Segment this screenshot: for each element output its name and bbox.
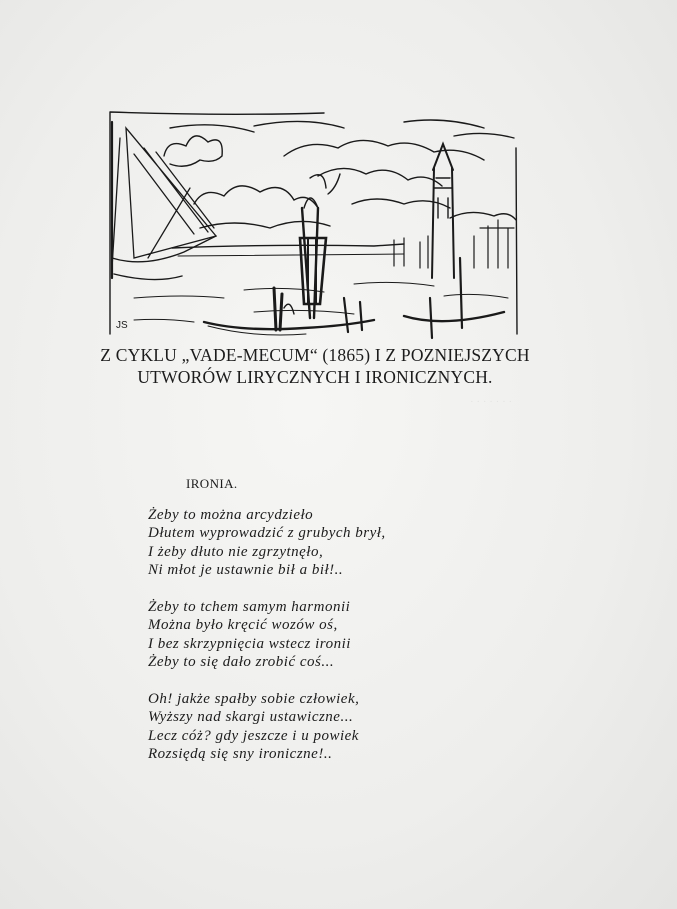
poem-verse: I żeby dłuto nie zgrzytnęło, (148, 543, 324, 560)
venice-lagoon-illustration (104, 108, 520, 340)
poem-title: IRONIA. (186, 476, 238, 491)
poem-verse: Żeby to tchem samym harmonii (148, 599, 351, 615)
artist-signature: JS (116, 320, 128, 331)
poem-verse: Oh! jakże spałby sobie człowiek, (148, 691, 360, 707)
show-through-text: · · · · · · · (470, 396, 513, 408)
poem-verse: Można było kręcić wozów oś, (148, 617, 338, 634)
poem-verse: I bez skrzypnięcia wstecz ironii (148, 635, 351, 652)
section-heading (100, 344, 530, 388)
poem-verse: Żeby to się dało zrobić coś... (148, 654, 335, 671)
poem-verse: Dłutem wyprowadzić z grubych brył, (148, 525, 386, 542)
poem-verse: Ni młot je ustawnie bił a bił!.. (148, 562, 344, 579)
poem-stanza (148, 690, 448, 764)
poem-verse: Żeby to można arcydzieło (148, 507, 314, 523)
section-heading-line-1: Z CYKLU „VADE-MECUM“ (1865) I Z POZNIEJSZYCH (100, 345, 530, 365)
poem-stanza (148, 598, 448, 672)
poem-verse: Rozsiędą się sny ironiczne!.. (148, 746, 333, 763)
section-heading-line-2: UTWORÓW LIRYCZNYCH I IRONICZNYCH. (137, 367, 493, 387)
poem-stanza (148, 506, 448, 580)
poem-verse: Wyższy nad skargi ustawiczne... (148, 709, 354, 726)
poem-verse: Lecz cóż? gdy jeszcze i u powiek (148, 727, 359, 744)
